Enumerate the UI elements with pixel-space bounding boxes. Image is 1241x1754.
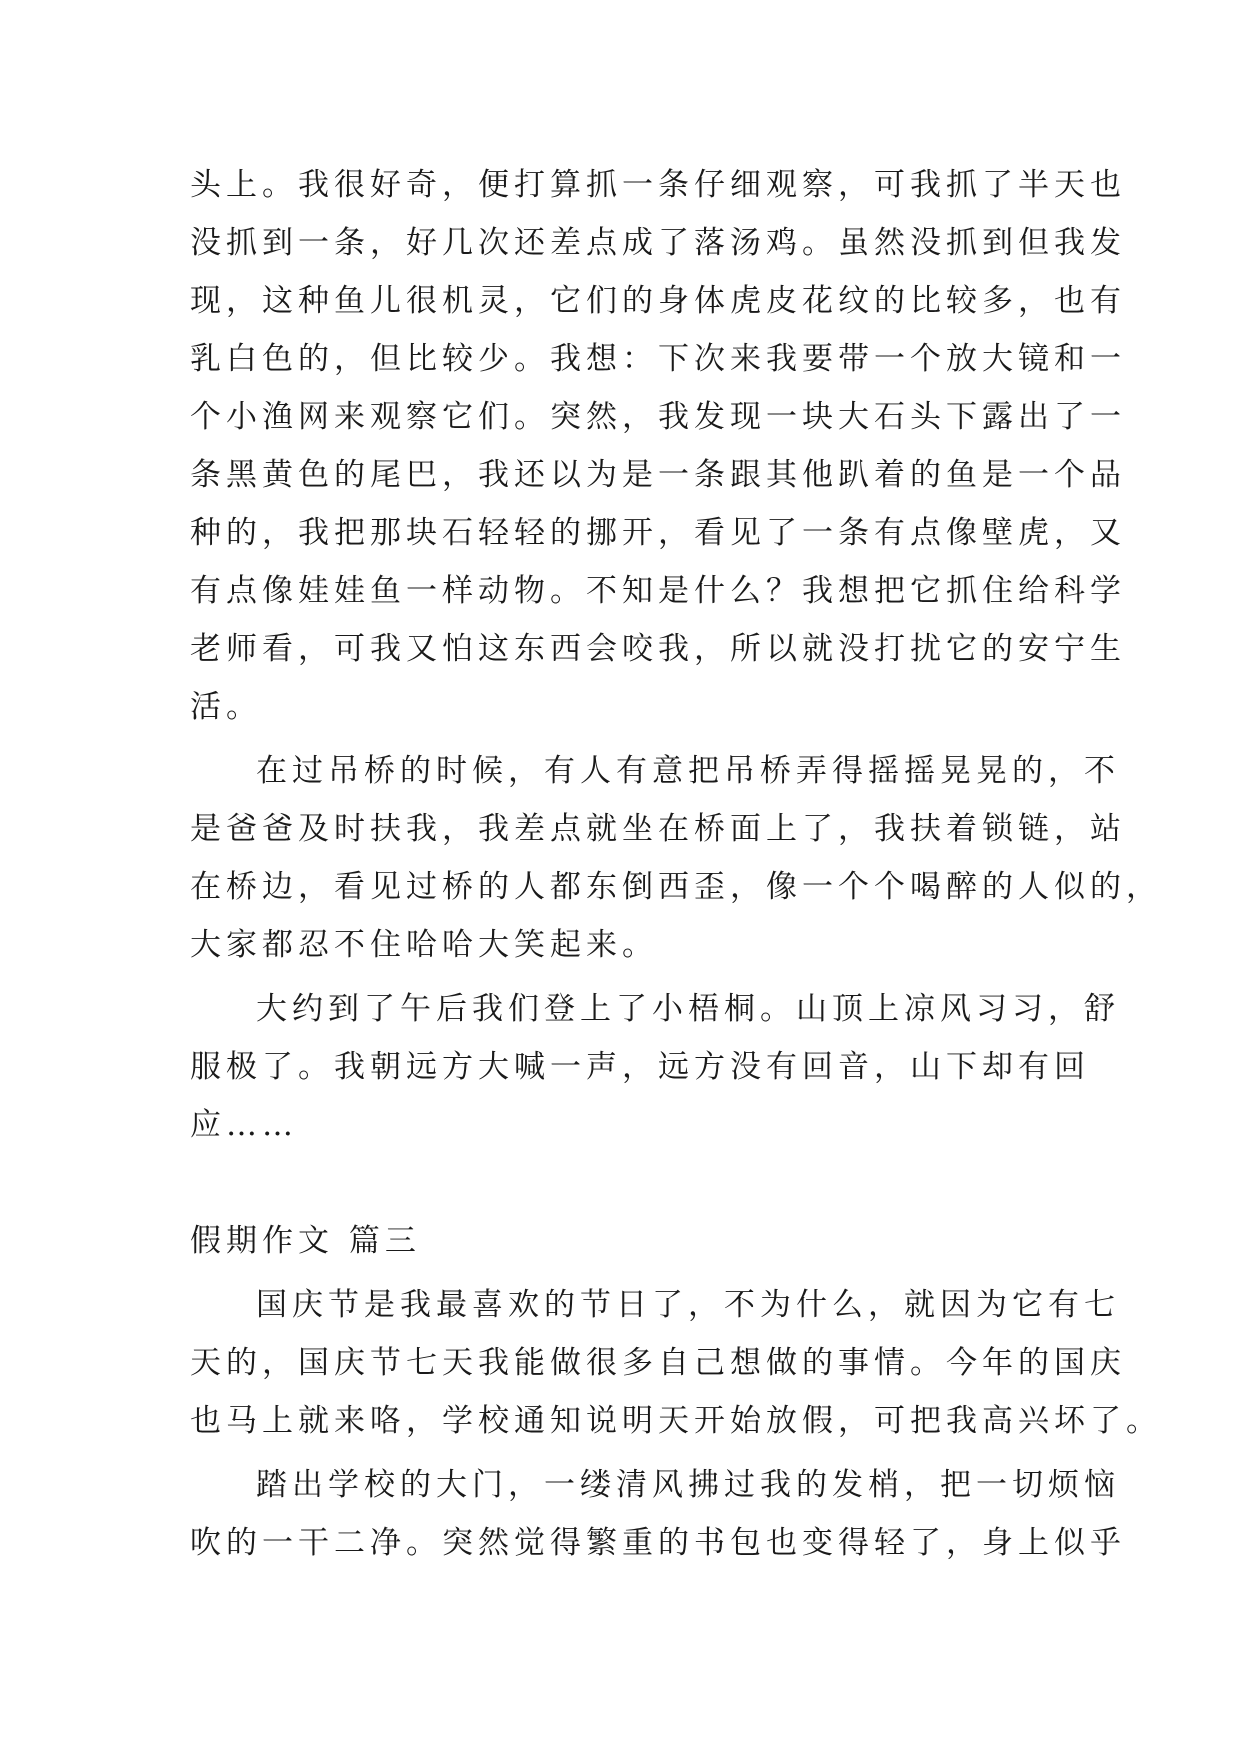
text-line: 大家都忍不住哈哈大笑起来。 bbox=[190, 927, 658, 963]
text-line: 在过吊桥的时候，有人有意把吊桥弄得摇摇晃晃的，不 bbox=[256, 753, 1120, 789]
document-body bbox=[190, 0, 1162, 1754]
text-line: 现，这种鱼儿很机灵，它们的身体虎皮花纹的比较多，也有 bbox=[190, 283, 1126, 319]
text-line: 有点像娃娃鱼一样动物。不知是什么？我想把它抓住给科学 bbox=[190, 573, 1126, 609]
text-line: 活。 bbox=[190, 689, 262, 725]
text-line: 老师看，可我又怕这东西会咬我，所以就没打扰它的安宁生 bbox=[190, 631, 1126, 667]
text-line: 条黑黄色的尾巴，我还以为是一条跟其他趴着的鱼是一个品 bbox=[190, 457, 1126, 493]
text-line: 头上。我很好奇，便打算抓一条仔细观察，可我抓了半天也 bbox=[190, 167, 1126, 203]
text-line: 是爸爸及时扶我，我差点就坐在桥面上了，我扶着锁链，站 bbox=[190, 811, 1126, 847]
text-line: 国庆节是我最喜欢的节日了，不为什么，就因为它有七 bbox=[256, 1287, 1120, 1323]
text-line: 应…… bbox=[190, 1107, 298, 1143]
text-line: 吹的一干二净。突然觉得繁重的书包也变得轻了，身上似乎 bbox=[190, 1525, 1126, 1561]
section-heading: 假期作文 篇三 bbox=[190, 1223, 421, 1259]
text-line: 没抓到一条，好几次还差点成了落汤鸡。虽然没抓到但我发 bbox=[190, 225, 1126, 261]
text-line: 种的，我把那块石轻轻的挪开，看见了一条有点像壁虎，又 bbox=[190, 515, 1126, 551]
text-line: 服极了。我朝远方大喊一声，远方没有回音，山下却有回 bbox=[190, 1049, 1090, 1085]
text-line: 个小渔网来观察它们。突然，我发现一块大石头下露出了一 bbox=[190, 399, 1126, 435]
text-line: 大约到了午后我们登上了小梧桐。山顶上凉风习习，舒 bbox=[256, 991, 1120, 1027]
text-line: 天的，国庆节七天我能做很多自己想做的事情。今年的国庆 bbox=[190, 1345, 1126, 1381]
text-line: 也马上就来咯，学校通知说明天开始放假，可把我高兴坏了。 bbox=[190, 1403, 1162, 1439]
text-line: 在桥边，看见过桥的人都东倒西歪，像一个个喝醉的人似的， bbox=[190, 869, 1162, 905]
text-line: 乳白色的，但比较少。我想：下次来我要带一个放大镜和一 bbox=[190, 341, 1126, 377]
text-line: 踏出学校的大门，一缕清风拂过我的发梢，把一切烦恼 bbox=[256, 1467, 1120, 1503]
